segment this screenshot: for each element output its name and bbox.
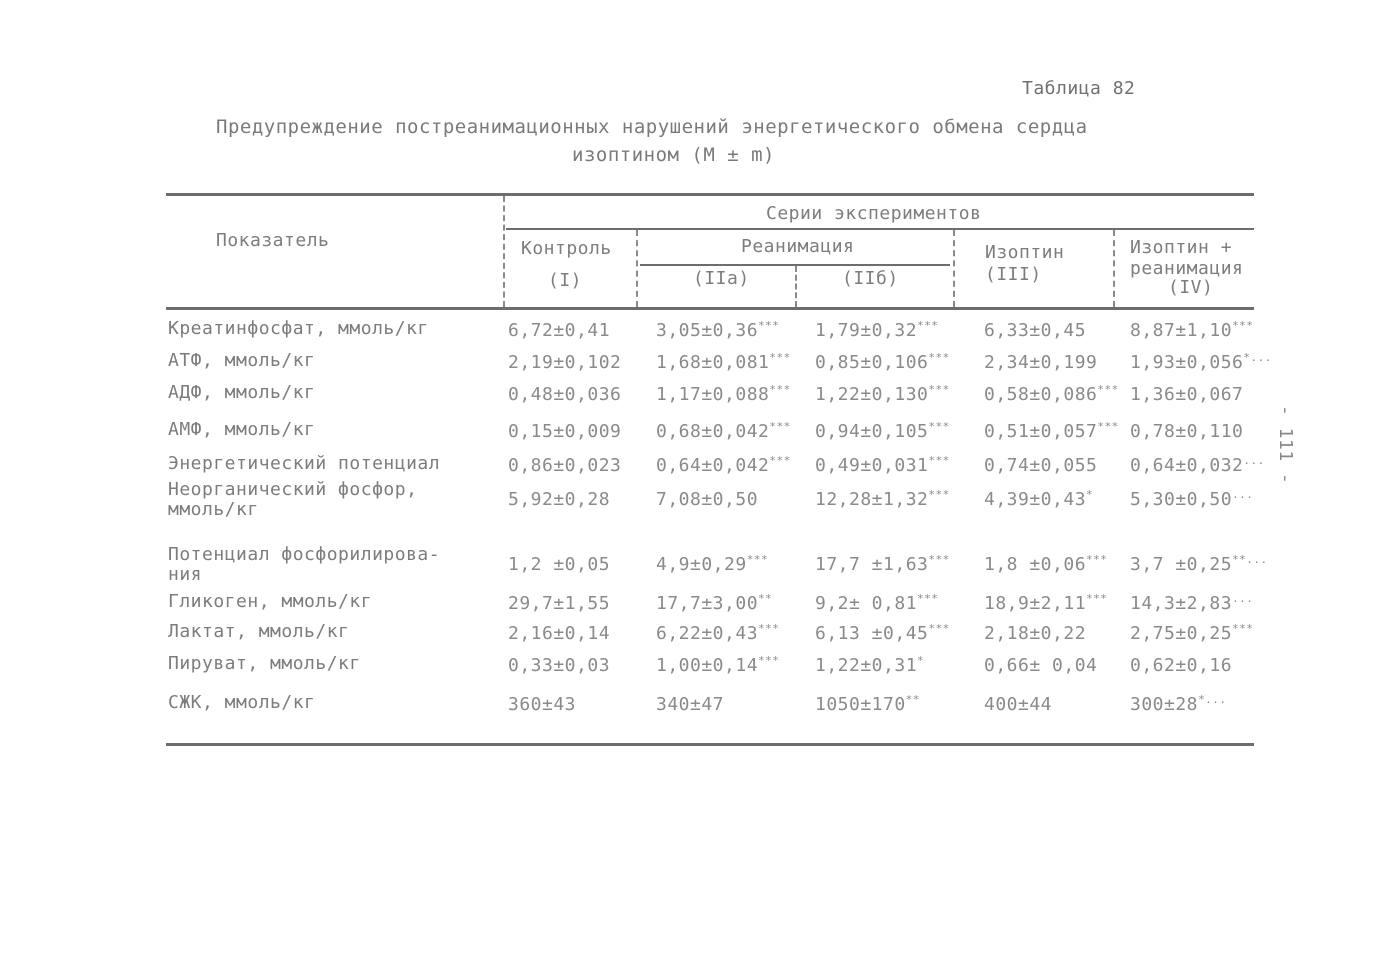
cell-value: 9,2± 0,81 (815, 593, 918, 614)
significance-marker: *... (1243, 351, 1272, 364)
cell-value: 3,7 ±0,25 (1130, 554, 1233, 575)
cell-value: 3,05±0,36 (656, 320, 759, 341)
row-label-line: ммоль/кг (168, 499, 259, 520)
cell-value: 4,39±0,43 (984, 489, 1087, 510)
significance-marker: ... (1232, 592, 1254, 605)
cell-value: 6,22±0,43 (656, 623, 759, 644)
cell-value: 1,00±0,14 (656, 655, 759, 676)
table-cell (815, 454, 950, 476)
cell-value: 29,7±1,55 (508, 593, 611, 614)
cell-value: 6,72±0,41 (508, 320, 611, 341)
cell-value: 0,78±0,110 (1130, 421, 1244, 442)
header-isoptin-resus-1: Изоптин + (1130, 237, 1233, 258)
row-label (168, 351, 315, 371)
table-label: Таблица 82 (1022, 78, 1136, 99)
significance-marker: *** (1232, 622, 1254, 635)
table-cell (1130, 553, 1268, 575)
header-isoptin-resus-num: (IV) (1168, 277, 1214, 298)
table-cell (508, 654, 610, 676)
table-cell (1130, 592, 1253, 614)
header-control-num: (I) (548, 270, 583, 291)
row-label-line: Гликоген, ммоль/кг (168, 591, 373, 612)
significance-marker: *** (1097, 420, 1119, 433)
significance-marker: *** (928, 488, 950, 501)
cell-value: 0,74±0,055 (984, 455, 1098, 476)
row-label (168, 383, 315, 403)
cell-value: 0,33±0,03 (508, 655, 611, 676)
row-label-line: Неорганический фосфор, (168, 479, 418, 500)
table-cell (815, 693, 920, 715)
table-cell (984, 420, 1119, 442)
table-cell (508, 351, 621, 373)
cell-value: 6,13 ±0,45 (815, 623, 929, 644)
cell-value: 0,15±0,009 (508, 421, 622, 442)
table-cell (815, 420, 950, 442)
cell-value: 1,79±0,32 (815, 320, 918, 341)
significance-marker: ... (1243, 454, 1265, 467)
cell-value: 4,9±0,29 (656, 554, 747, 575)
table-cell (1130, 654, 1232, 676)
table-cell (508, 553, 610, 575)
column-divider-5 (1113, 230, 1115, 307)
significance-marker: * (1086, 488, 1094, 501)
header-bottom-rule (166, 307, 1254, 310)
table-cell (508, 488, 610, 510)
significance-marker: *** (917, 592, 939, 605)
significance-marker: *** (928, 454, 950, 467)
cell-value: 0,86±0,023 (508, 455, 622, 476)
cell-value: 1,93±0,056 (1130, 352, 1244, 373)
significance-marker: * (917, 654, 925, 667)
table-cell (508, 693, 576, 715)
cell-value: 0,51±0,057 (984, 421, 1098, 442)
cell-value: 0,68±0,042 (656, 421, 770, 442)
cell-value: 0,85±0,106 (815, 352, 929, 373)
header-indicator: Показатель (216, 230, 330, 251)
significance-marker: *** (746, 553, 769, 566)
significance-marker: *** (758, 654, 780, 667)
table-cell (815, 553, 950, 575)
cell-value: 0,94±0,105 (815, 421, 929, 442)
table-title-line1: Предупреждение постреанимационных нарушений энергетического обмена сердца (216, 116, 1088, 138)
table-cell (656, 592, 772, 614)
row-label (168, 480, 417, 520)
significance-marker: *** (758, 622, 780, 635)
table-title-line2: изоптином (M ± m) (572, 144, 775, 166)
table-cell (656, 622, 779, 644)
table-cell (508, 420, 621, 442)
row-label (168, 654, 361, 674)
cell-value: 2,34±0,199 (984, 352, 1098, 373)
row-label-line: Потенциал фосфорилирова- (168, 544, 441, 565)
cell-value: 17,7 ±1,63 (815, 554, 929, 575)
cell-value: 0,49±0,031 (815, 455, 929, 476)
significance-marker: **... (1232, 553, 1268, 566)
cell-value: 12,28±1,32 (815, 489, 929, 510)
cell-value: 2,19±0,102 (508, 352, 622, 373)
cell-value: 1,17±0,088 (656, 384, 770, 405)
row-label-line: АМФ, ммоль/кг (168, 419, 316, 440)
cell-value: 300±28 (1130, 694, 1199, 715)
cell-value: 1,22±0,31 (815, 655, 918, 676)
table-cell (984, 319, 1086, 341)
table-cell (1130, 383, 1243, 405)
table-cell (656, 654, 779, 676)
cell-value: 6,33±0,45 (984, 320, 1087, 341)
table-cell (815, 383, 950, 405)
significance-marker: *** (928, 351, 950, 364)
table-cell (815, 592, 938, 614)
table-cell (508, 383, 621, 405)
row-label-line: Креатинфосфат, ммоль/кг (168, 318, 429, 339)
cell-value: 2,16±0,14 (508, 623, 611, 644)
cell-value: 18,9±2,11 (984, 593, 1087, 614)
cell-value: 5,30±0,50 (1130, 489, 1233, 510)
cell-value: 7,08±0,50 (656, 489, 759, 510)
table-cell (656, 553, 768, 575)
header-resuscitation: Реанимация (741, 236, 855, 257)
table-cell (815, 351, 950, 373)
table-cell (1130, 319, 1253, 341)
significance-marker: *** (1086, 592, 1108, 605)
table-cell (656, 351, 791, 373)
column-divider-1 (503, 196, 505, 307)
significance-marker: *** (769, 383, 791, 396)
cell-value: 1,22±0,130 (815, 384, 929, 405)
table-cell (1130, 622, 1253, 644)
significance-marker: *** (769, 351, 791, 364)
header-isoptin: Изоптин (985, 242, 1065, 263)
cell-value: 14,3±2,83 (1130, 593, 1233, 614)
row-label-line: Пируват, ммоль/кг (168, 653, 361, 674)
significance-marker: *** (928, 420, 950, 433)
table-cell (984, 622, 1086, 644)
table-cell (508, 454, 621, 476)
significance-marker: ** (905, 693, 920, 706)
cell-value: 0,64±0,032 (1130, 455, 1244, 476)
table-cell (656, 454, 791, 476)
significance-marker: *** (928, 383, 950, 396)
significance-marker: *** (928, 553, 950, 566)
table-cell (1130, 454, 1265, 476)
row-label-line: Энергетический потенциал (168, 453, 441, 474)
cell-value: 17,7±3,00 (656, 593, 759, 614)
column-divider-3 (795, 266, 797, 307)
row-label (168, 545, 440, 585)
series-underline-rule (506, 228, 1254, 230)
table-cell (656, 383, 791, 405)
significance-marker: *** (928, 622, 950, 635)
cell-value: 1,8 ±0,06 (984, 554, 1087, 575)
column-divider-4 (953, 230, 955, 307)
significance-marker: *... (1198, 693, 1227, 706)
table-cell (984, 592, 1107, 614)
table-cell (656, 319, 779, 341)
header-resus-a: (IIа) (693, 268, 750, 289)
table-cell (508, 319, 610, 341)
cell-value: 0,58±0,086 (984, 384, 1098, 405)
header-isoptin-resus-2: реанимация (1130, 258, 1244, 279)
cell-value: 1,68±0,081 (656, 352, 770, 373)
page-number: - 111 - (1275, 405, 1296, 485)
significance-marker: *** (1097, 383, 1119, 396)
cell-value: 8,87±1,10 (1130, 320, 1233, 341)
row-label (168, 622, 349, 642)
table-cell (984, 383, 1119, 405)
significance-marker: ** (758, 592, 773, 605)
row-label-line: Лактат, ммоль/кг (168, 621, 350, 642)
header-isoptin-num: (III) (985, 264, 1042, 285)
table-cell (656, 420, 791, 442)
row-label (168, 319, 429, 339)
cell-value: 0,66± 0,04 (984, 655, 1098, 676)
table-cell (508, 622, 610, 644)
header-control: Контроль (521, 238, 612, 259)
table-cell (984, 454, 1097, 476)
table-cell (1130, 488, 1253, 510)
table-cell (656, 488, 758, 510)
header-resus-b: (IIб) (842, 268, 899, 289)
table-cell (984, 693, 1052, 715)
row-label (168, 592, 372, 612)
table-top-rule (166, 193, 1254, 196)
cell-value: 360±43 (508, 694, 577, 715)
cell-value: 400±44 (984, 694, 1053, 715)
cell-value: 2,75±0,25 (1130, 623, 1233, 644)
table-cell (984, 553, 1107, 575)
significance-marker: *** (769, 420, 791, 433)
table-cell (815, 488, 950, 510)
cell-value: 0,48±0,036 (508, 384, 622, 405)
row-label-line: АДФ, ммоль/кг (168, 382, 316, 403)
table-cell (984, 488, 1093, 510)
significance-marker: *** (758, 319, 780, 332)
significance-marker: *** (1232, 319, 1254, 332)
significance-marker: *** (769, 454, 791, 467)
cell-value: 2,18±0,22 (984, 623, 1087, 644)
table-cell (508, 592, 610, 614)
cell-value: 1050±170 (815, 694, 906, 715)
significance-marker: *** (917, 319, 939, 332)
table-cell (984, 351, 1097, 373)
table-cell (1130, 351, 1272, 373)
table-cell (656, 693, 724, 715)
table-bottom-rule (166, 743, 1254, 746)
row-label-line: ния (168, 564, 203, 585)
row-label (168, 420, 315, 440)
cell-value: 1,2 ±0,05 (508, 554, 611, 575)
table-cell (1130, 420, 1243, 442)
cell-value: 5,92±0,28 (508, 489, 611, 510)
row-label (168, 693, 315, 713)
table-cell (984, 654, 1097, 676)
table-cell (815, 622, 950, 644)
row-label-line: АТФ, ммоль/кг (168, 350, 316, 371)
row-label-line: СЖК, ммоль/кг (168, 692, 316, 713)
significance-marker: ... (1232, 488, 1254, 501)
header-series: Серии экспериментов (766, 203, 982, 224)
cell-value: 0,62±0,16 (1130, 655, 1233, 676)
cell-value: 1,36±0,067 (1130, 384, 1244, 405)
cell-value: 0,64±0,042 (656, 455, 770, 476)
significance-marker: *** (1086, 553, 1108, 566)
table-cell (815, 654, 924, 676)
column-divider-2 (636, 230, 638, 307)
cell-value: 340±47 (656, 694, 725, 715)
table-cell (815, 319, 938, 341)
table-cell (1130, 693, 1227, 715)
row-label (168, 454, 440, 474)
